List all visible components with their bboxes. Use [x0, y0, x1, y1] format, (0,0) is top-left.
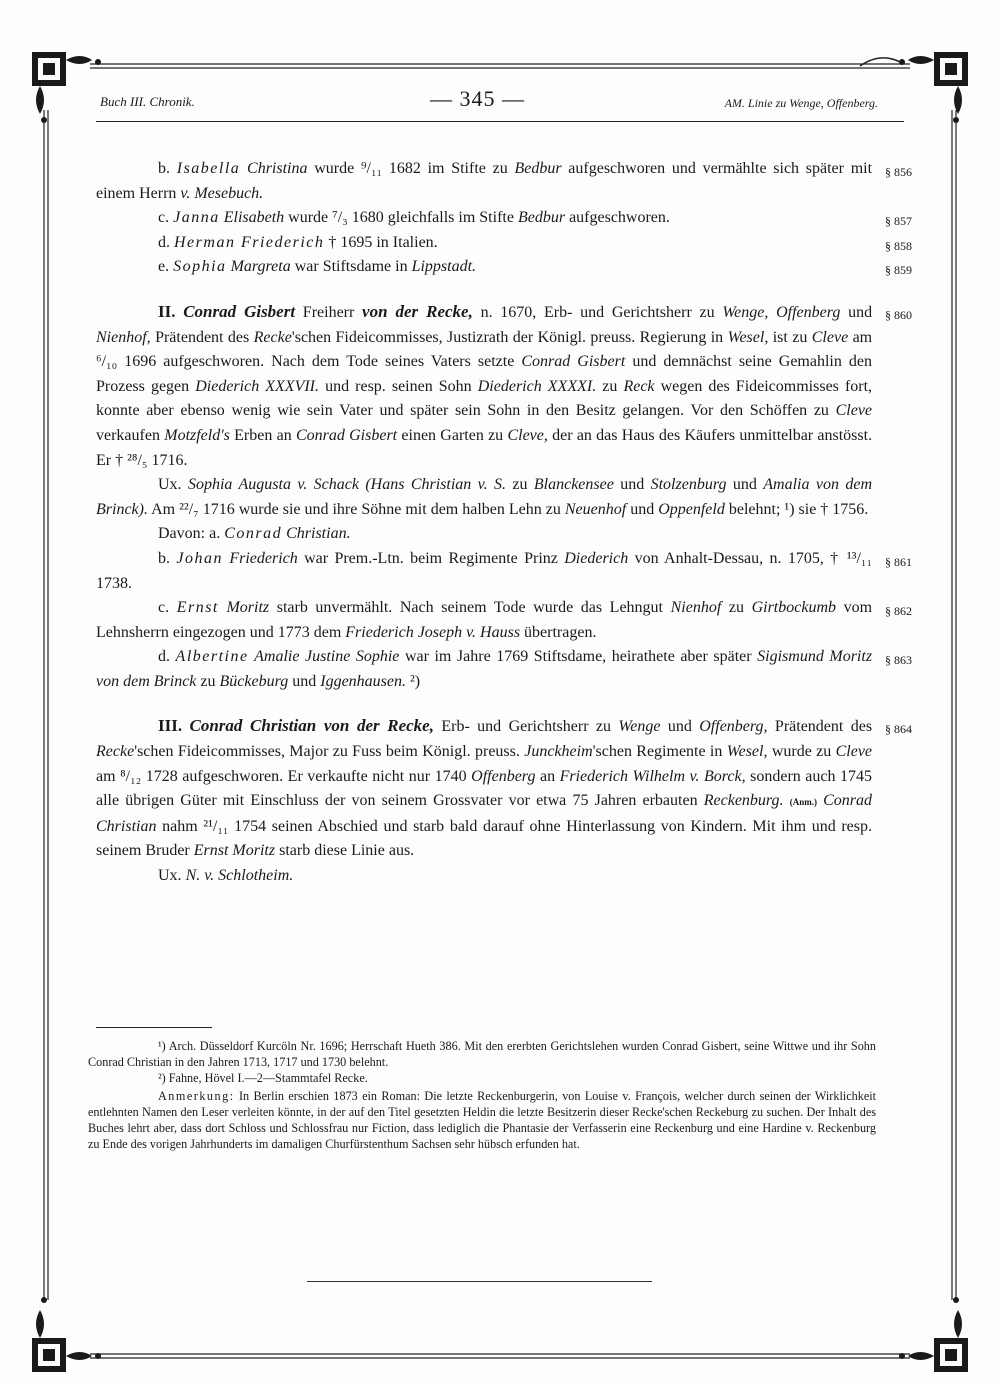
entry-d-albertine: d. Albertine Amalie Justine Sophie war im Jahre 1769 Stiftsdame, heirathete aber später Sigismund Moritz von dem Brinck zu Bückeburg und Iggenhausen. ²) § 863 — [96, 648, 912, 690]
footnote-rule — [96, 1027, 212, 1028]
margin-note: § 856 — [885, 165, 912, 179]
entry-b-johan: b. Johan Friederich war Prem.-Ltn. beim Regimente Prinz Diederich von Anhalt-Dessau, n. 1705, † ¹³/₁₁ 1738. § 861 — [96, 549, 912, 592]
margin-note: § 859 — [885, 263, 912, 278]
section-ii-uxor: Ux. Sophia Augusta v. Schack (Hans Christian v. S. zu Blanckensee und Stolzenburg und Amalia von dem Brinck). Am ²²/₇ 1716 wurde sie und ihre Söhne mit dem halben Lehn zu Neuenhof und Oppenfeld belehnt; ¹) sie † 1756. — [96, 476, 873, 518]
section-name: Conrad Gisbert — [183, 301, 296, 321]
body-text — [96, 157, 912, 889]
entry-d-herman: d. Herman Friederich † 1695 in Italien. § 858 — [96, 231, 872, 256]
corner-ornament-bottom-left — [32, 1297, 101, 1372]
bottom-rule — [307, 1281, 652, 1282]
entry-c-ernst: c. Ernst Moritz starb unvermählt. Nach seinem Tode wurde das Lehngut Nienhof zu Girtbockumb vom Lehnsherrn eingezogen und 1773 dem Friederich Joseph v. Hauss übertragen. § 862 — [96, 599, 912, 641]
section-numeral: II. — [158, 301, 176, 321]
header-rule — [96, 121, 904, 122]
section-ii-davon: Davon: a. Conrad Christian. — [158, 525, 351, 543]
margin-note: § 860 — [885, 307, 912, 322]
corner-ornament-bottom-right — [899, 1297, 968, 1372]
header-left: Buch III. Chronik. — [100, 94, 195, 109]
section-ii-conrad-gisbert: II. Conrad Gisbert Freiherr von der Recke, n. 1670, Erb- und Gerichtsherr zu Wenge, Offenberg und Nienhof, Prätendent des Recke'schen Fideicommisses, Justizrath der Königl. preuss. Regierung in Wesel, ist zu Cleve am ⁶/₁₀ 1696 aufgeschworen. Nach dem Tode seines Vaters setzte Conrad Gisbert und demnächst seine Gemahlin den Prozess gegen Diederich XXXVII. und resp. seinen Sohn Diederich XXXXI. zu Reck wegen des Fideicommisses fort, konnte aber ebenso wenig wie sein Vater und später sein Sohn in den Besitz gelangen. Vor den Schöffen zu Cleve verkaufen Motzfeld's Erben an Conrad Gisbert einen Garten zu Cleve, der an das Haus des Käufers unmittelbar anstösst. Er † ²⁸/₅ 1716. § 860 — [96, 301, 912, 469]
section-numeral: III. — [158, 716, 183, 736]
section-iii-uxor: Ux. N. v. Schlotheim. — [158, 867, 294, 885]
anmerkung-label: Anmerkung: — [158, 1089, 235, 1104]
entry-b-isabella: b. Isabella Christina wurde ⁹/₁₁ 1682 im Stifte zu Bedbur aufgeschworen und vermählte sich später mit einem Herrn v. Mesebuch. § 856 — [96, 160, 912, 202]
footnote-2: ²) Fahne, Hövel I.—2—Stammtafel Recke. — [158, 1070, 368, 1085]
margin-note: § 863 — [885, 653, 912, 668]
section-iii-conrad-christian: III. Conrad Christian von der Recke, Erb- und Gerichtsherr zu Wenge und Offenberg, Prätendent des Recke'schen Fideicommisses, Major zu Fuss beim Königl. preuss. Junckheim'schen Regimente in Wesel, wurde zu Cleve am ⁸/₁₂ 1728 aufgeschworen. Er verkaufte nicht nur 1740 Offenberg an Friederich Wilhelm v. Borck, sondern auch 1745 alle übrigen Güter mit Einschluss der von seinem Grossvater vor etwa 75 Jahren erbauten Reckenburg. (Anm.) Conrad Christian nahm ²¹/₁₁ 1754 seinen Abschied und starb bald darauf ohne Hinterlassung von Kindern. Mit ihm und resp. seinem Bruder Ernst Moritz starb diese Linie aus. § 864 — [96, 716, 912, 860]
entry-e-sophia: e. Sophia Margreta war Stiftsdame in Lippstadt. § 859 — [96, 255, 872, 280]
footnotes — [88, 1039, 876, 1153]
margin-note: § 864 — [885, 722, 912, 737]
footnote-1: ¹) Arch. Düsseldorf Kurcöln Nr. 1696; Herrschaft Hueth 386. Mit den ererbten Gerichtslehen wurden Conrad Gisbert, seine Wittwe und ihr Sohn Conrad Christian in den Jahren 1713, 1717 und 1730 belehnt. — [88, 1039, 876, 1069]
anmerkung-note — [88, 1089, 876, 1152]
margin-note: § 858 — [885, 238, 912, 253]
page-header — [0, 84, 1000, 118]
header-right: AM. Linie zu Wenge, Offenberg. — [724, 96, 878, 110]
page-number: — 345 — — [430, 86, 525, 111]
section-name: Conrad Christian von der Recke, — [189, 716, 434, 736]
margin-note: § 861 — [885, 554, 912, 569]
anmerkung-text: In Berlin erschien 1873 ein Roman: Die letzte Reckenburgerin, von Louise v. François, welcher durch seinen der Wirklichkeit entlehnten Namen den Leser verleiten könnte, in der auf den Titel gesetzten Heldin die letzte Besitzerin dieser Recke'schen Reckeburg zu suchen. Der Inhalt des Buches lehrt aber, dass dort Schloss und Schlossfrau nur Fiction, dass lediglich die Phantasie der Verfasserin eine Reckenburg und eine Hardine v. Reckenburg zu Ende des vorigen Jahrhunderts im damaligen Churfürstenthum Sachsen sehr hübsch erfunden hat. — [88, 1089, 876, 1151]
entry-c-janna: c. Janna Elisabeth wurde ⁷/₃ 1680 gleichfalls im Stifte Bedbur aufgeschworen. § 857 — [96, 206, 872, 231]
margin-note: § 862 — [885, 604, 912, 619]
margin-note: § 857 — [885, 214, 912, 229]
